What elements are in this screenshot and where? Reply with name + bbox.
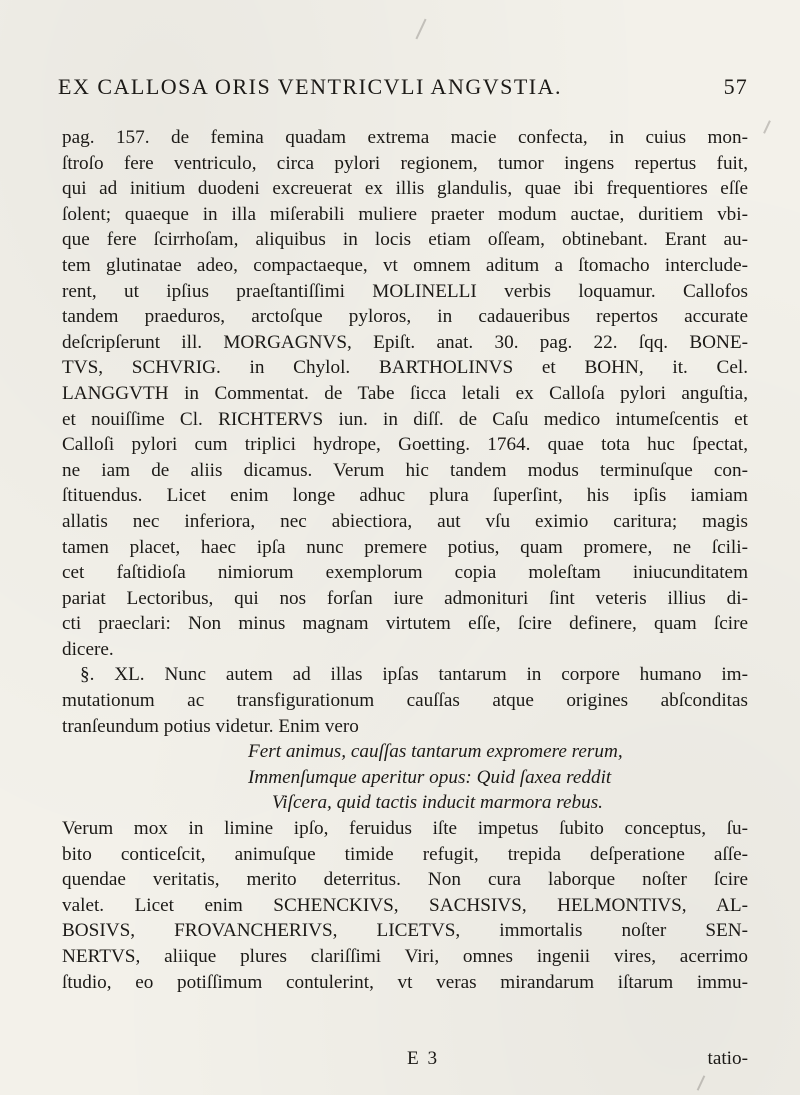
verse-line: Immenſumque aperitur opus: Quid ſaxea reddit — [248, 766, 612, 788]
text-line: ne iam de aliis dicamus. Verum hic tandem modus terminuſque con- — [62, 459, 748, 481]
text-line: BOSIVS, FROVANCHERIVS, LICETVS, immortalis noſter SEN- — [62, 920, 748, 942]
text-line: Verum mox in limine ipſo, feruidus iſte impetus ſubito conceptus, ſu- — [62, 818, 748, 840]
text-line: deſcripſerunt ill. MORGAGNVS, Epiſt. anat. 30. pag. 22. ſqq. BONE- — [62, 331, 748, 353]
text-line: ſtroſo fere ventriculo, circa pylori regionem, tumor ingens repertus fuit, — [62, 152, 748, 174]
text-line: valet. Licet enim SCHENCKIVS, SACHSIVS, HELMONTIVS, AL- — [62, 894, 748, 916]
text-line: tamen placet, haec ipſa nunc premere potius, quam promere, ne ſcili- — [62, 536, 748, 558]
paper-speck — [763, 120, 771, 134]
text-line: que fere ſcirrhoſam, aliquibus in locis etiam oſſeam, obtinebant. Erant au- — [62, 229, 748, 251]
text-line: pariat Lectoribus, qui nos forſan iure admonituri ſint veteris illius di- — [62, 587, 748, 609]
text-line: bito conticeſcit, animuſque timide refugit, trepida deſperatione aſſe- — [62, 843, 748, 865]
signature-mark: E 3 — [407, 1048, 440, 1069]
text-line: ſtudio, eo potiſſimum contulerint, vt veras mirandarum iſtarum immu- — [62, 971, 748, 993]
text-line: LANGGVTH in Commentat. de Tabe ſicca letali ex Calloſa pylori anguſtia, — [62, 382, 748, 404]
running-header — [58, 74, 748, 100]
paper-speck — [415, 19, 426, 40]
text-line: qui ad initium duodeni excreuerat ex illis glandulis, quae ibi frequentiores eſſe — [62, 178, 748, 200]
text-line: tranſeundum potius videtur. Enim vero — [62, 715, 359, 737]
text-line: TVS, SCHVRIG. in Chylol. BARTHOLINVS et BOHN, it. Cel. — [62, 357, 748, 379]
verse-line: Fert animus, cauſſas tantarum expromere rerum, — [248, 741, 623, 763]
main-text — [62, 125, 748, 995]
running-title: EX CALLOSA ORIS VENTRICVLI ANGVSTIA. — [58, 74, 562, 99]
paper-speck — [697, 1075, 706, 1090]
text-line: quendae veritatis, merito deterritus. Non cura laborque noſter ſcire — [62, 869, 748, 891]
text-line: cet faſtidioſa nimiorum exemplorum copia moleſtam iniucunditatem — [62, 562, 748, 584]
text-line: tandem praeduros, arctoſque pyloros, in cadaueribus repertos accurate — [62, 306, 748, 328]
section-heading-line: §. XL. Nunc autem ad illas ipſas tantarum in corpore humano im- — [80, 664, 748, 686]
page-number: 57 — [723, 74, 748, 99]
text-line: dicere. — [62, 638, 114, 660]
text-line: ſtituendus. Licet enim longe adhuc plura ſuperſint, his ipſis iamiam — [62, 485, 748, 507]
text-line: et nouiſſime Cl. RICHTERVS iun. in diſſ. de Caſu medico intumeſcentis et — [62, 408, 748, 430]
text-line: pag. 157. de femina quadam extrema macie confecta, in cuius mon- — [62, 127, 748, 148]
text-line: tem glutinatae adeo, compactaeque, vt omnem aditum a ſtomacho interclude- — [62, 254, 748, 276]
text-line: Calloſi pylori cum triplici hydrope, Goetting. 1764. quae tota huc ſpectat, — [62, 434, 748, 456]
catchword: tatio- — [707, 1048, 748, 1069]
text-line: NERTVS, aliique plures clariſſimi Viri, omnes ingenii vires, acerrimo — [62, 946, 748, 967]
text-line: ſolent; quaeque in illa miſerabili muliere praeter modum auctae, duritiem vbi- — [62, 203, 748, 225]
text-line: rent, ut ipſius praeſtantiſſimi MOLINELLI verbis loquamur. Callofos — [62, 280, 748, 302]
text-line: cti praeclari: Non minus magnam virtutem eſſe, ſcire definere, quam ſcire — [62, 613, 748, 635]
text-line: allatis nec inferiora, nec abiectiora, aut vſu eximio caritura; magis — [62, 510, 748, 532]
text-line: mutationum ac transfigurationum cauſſas atque origines abſconditas — [62, 690, 748, 712]
verse-line: Viſcera, quid tactis inducit marmora rebus. — [272, 792, 603, 814]
page-footer — [62, 1048, 748, 1074]
